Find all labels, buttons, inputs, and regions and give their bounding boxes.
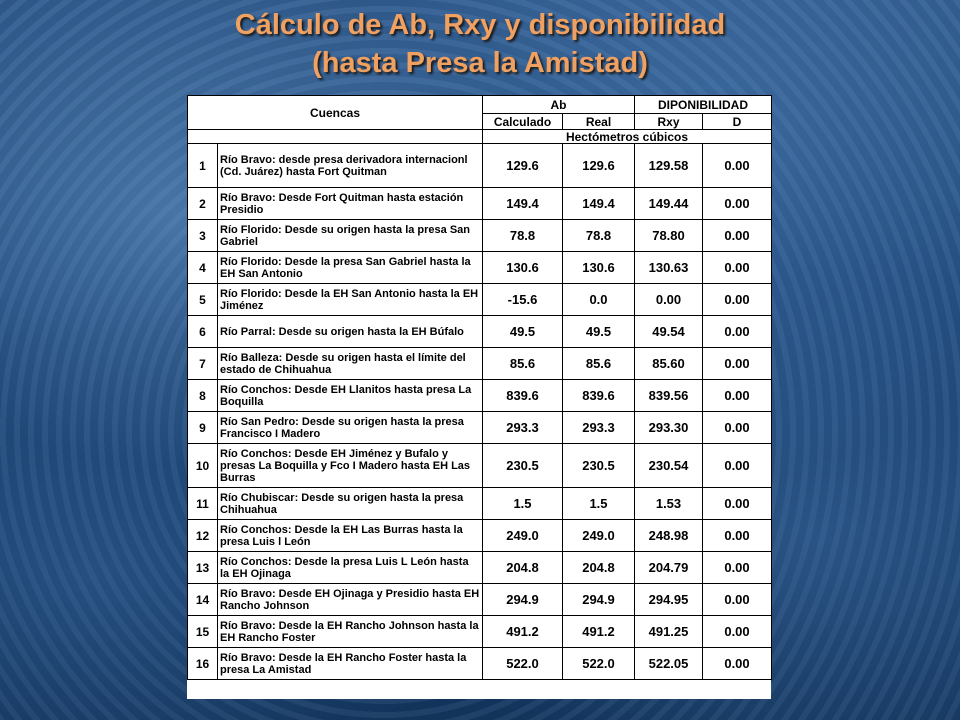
- table-row: [188, 144, 772, 188]
- table-row: [188, 584, 772, 616]
- row-d: 0.00: [703, 188, 772, 220]
- row-number: 10: [188, 444, 218, 488]
- row-description: Río Conchos: Desde la EH Las Burras hasta la presa Luis l León: [218, 520, 483, 552]
- row-d: 0.00: [703, 348, 772, 380]
- row-ab-real: 85.6: [563, 348, 635, 380]
- table-row: [188, 284, 772, 316]
- header-d: D: [703, 114, 772, 130]
- row-rxy: 294.95: [635, 584, 703, 616]
- row-rxy: 85.60: [635, 348, 703, 380]
- header-spacer: [188, 130, 483, 144]
- row-ab-real: 293.3: [563, 412, 635, 444]
- row-ab-calculado: 204.8: [483, 552, 563, 584]
- row-ab-calculado: 249.0: [483, 520, 563, 552]
- row-number: 2: [188, 188, 218, 220]
- row-rxy: 491.25: [635, 616, 703, 648]
- row-ab-calculado: 839.6: [483, 380, 563, 412]
- row-ab-calculado: 491.2: [483, 616, 563, 648]
- row-number: 5: [188, 284, 218, 316]
- header-cuencas: Cuencas: [188, 96, 483, 130]
- row-rxy: 204.79: [635, 552, 703, 584]
- row-ab-real: 204.8: [563, 552, 635, 584]
- row-ab-calculado: 129.6: [483, 144, 563, 188]
- title-line-1: Cálculo de Ab, Rxy y disponibilidad: [234, 9, 726, 41]
- row-description: Río Conchos: Desde la presa Luis L León hasta la EH Ojinaga: [218, 552, 483, 584]
- row-rxy: 49.54: [635, 316, 703, 348]
- row-ab-real: 294.9: [563, 584, 635, 616]
- row-ab-calculado: 293.3: [483, 412, 563, 444]
- row-ab-calculado: 294.9: [483, 584, 563, 616]
- table-row: [188, 648, 772, 680]
- row-rxy: 522.05: [635, 648, 703, 680]
- header-calculado: Calculado: [483, 114, 563, 130]
- row-ab-real: 129.6: [563, 144, 635, 188]
- slide-title: [0, 6, 960, 82]
- row-ab-real: 78.8: [563, 220, 635, 252]
- row-ab-real: 130.6: [563, 252, 635, 284]
- row-d: 0.00: [703, 144, 772, 188]
- header-rxy: Rxy: [635, 114, 703, 130]
- table-row: [188, 616, 772, 648]
- row-number: 9: [188, 412, 218, 444]
- row-number: 4: [188, 252, 218, 284]
- row-number: 7: [188, 348, 218, 380]
- table-row: [188, 412, 772, 444]
- row-ab-calculado: -15.6: [483, 284, 563, 316]
- row-number: 11: [188, 488, 218, 520]
- row-description: Río Conchos: Desde EH Jiménez y Bufalo y presas La Boquilla y Fco I Madero hasta EH Las Burras: [218, 444, 483, 488]
- header-disponibilidad: DIPONIBILIDAD: [635, 96, 772, 114]
- row-description: Río Parral: Desde su origen hasta la EH Búfalo: [218, 316, 483, 348]
- row-ab-real: 249.0: [563, 520, 635, 552]
- row-description: Río Florido: Desde la EH San Antonio hasta la EH Jiménez: [218, 284, 483, 316]
- row-description: Río Bravo: Desde la EH Rancho Johnson hasta la EH Rancho Foster: [218, 616, 483, 648]
- row-d: 0.00: [703, 316, 772, 348]
- table-row: [188, 488, 772, 520]
- row-d: 0.00: [703, 380, 772, 412]
- row-d: 0.00: [703, 584, 772, 616]
- row-rxy: 78.80: [635, 220, 703, 252]
- row-number: 6: [188, 316, 218, 348]
- row-d: 0.00: [703, 616, 772, 648]
- row-number: 16: [188, 648, 218, 680]
- row-ab-calculado: 49.5: [483, 316, 563, 348]
- table-row: [188, 188, 772, 220]
- row-ab-real: 230.5: [563, 444, 635, 488]
- row-rxy: 248.98: [635, 520, 703, 552]
- table-row: [188, 520, 772, 552]
- row-rxy: 1.53: [635, 488, 703, 520]
- row-description: Río Balleza: Desde su origen hasta el límite del estado de Chihuahua: [218, 348, 483, 380]
- row-d: 0.00: [703, 252, 772, 284]
- row-number: 15: [188, 616, 218, 648]
- table-row: [188, 444, 772, 488]
- table-row: [188, 220, 772, 252]
- row-description: Río Florido: Desde la presa San Gabriel hasta la EH San Antonio: [218, 252, 483, 284]
- availability-table: [187, 95, 771, 699]
- table-row: [188, 316, 772, 348]
- row-ab-calculado: 522.0: [483, 648, 563, 680]
- row-ab-real: 149.4: [563, 188, 635, 220]
- row-description: Río Bravo: Desde Fort Quitman hasta estación Presidio: [218, 188, 483, 220]
- row-description: Río San Pedro: Desde su origen hasta la presa Francisco I Madero: [218, 412, 483, 444]
- row-d: 0.00: [703, 488, 772, 520]
- row-ab-real: 49.5: [563, 316, 635, 348]
- row-ab-real: 839.6: [563, 380, 635, 412]
- row-ab-calculado: 78.8: [483, 220, 563, 252]
- row-d: 0.00: [703, 520, 772, 552]
- row-d: 0.00: [703, 412, 772, 444]
- row-description: Río Bravo: desde presa derivadora internacionl (Cd. Juárez) hasta Fort Quitman: [218, 144, 483, 188]
- row-ab-calculado: 149.4: [483, 188, 563, 220]
- row-number: 3: [188, 220, 218, 252]
- header-ab: Ab: [483, 96, 635, 114]
- row-description: Río Chubiscar: Desde su origen hasta la presa Chihuahua: [218, 488, 483, 520]
- row-number: 1: [188, 144, 218, 188]
- row-d: 0.00: [703, 220, 772, 252]
- row-ab-calculado: 130.6: [483, 252, 563, 284]
- row-ab-real: 491.2: [563, 616, 635, 648]
- row-d: 0.00: [703, 648, 772, 680]
- row-ab-calculado: 1.5: [483, 488, 563, 520]
- row-number: 13: [188, 552, 218, 584]
- row-description: Río Bravo: Desde la EH Rancho Foster hasta la presa La Amistad: [218, 648, 483, 680]
- row-ab-real: 0.0: [563, 284, 635, 316]
- table-row: [188, 348, 772, 380]
- header-units: Hectómetros cúbicos: [483, 130, 772, 144]
- row-d: 0.00: [703, 552, 772, 584]
- row-ab-real: 1.5: [563, 488, 635, 520]
- row-rxy: 839.56: [635, 380, 703, 412]
- row-d: 0.00: [703, 284, 772, 316]
- table-row: [188, 252, 772, 284]
- table-row: [188, 552, 772, 584]
- row-number: 12: [188, 520, 218, 552]
- row-description: Río Bravo: Desde EH Ojinaga y Presidio hasta EH Rancho Johnson: [218, 584, 483, 616]
- row-rxy: 149.44: [635, 188, 703, 220]
- row-ab-real: 522.0: [563, 648, 635, 680]
- row-number: 8: [188, 380, 218, 412]
- row-rxy: 293.30: [635, 412, 703, 444]
- header-real: Real: [563, 114, 635, 130]
- row-description: Río Florido: Desde su origen hasta la presa San Gabriel: [218, 220, 483, 252]
- row-description: Río Conchos: Desde EH Llanitos hasta presa La Boquilla: [218, 380, 483, 412]
- row-rxy: 130.63: [635, 252, 703, 284]
- table-row: [188, 380, 772, 412]
- row-ab-calculado: 85.6: [483, 348, 563, 380]
- row-ab-calculado: 230.5: [483, 444, 563, 488]
- row-number: 14: [188, 584, 218, 616]
- row-d: 0.00: [703, 444, 772, 488]
- row-rxy: 230.54: [635, 444, 703, 488]
- title-line-2: (hasta Presa la Amistad): [312, 47, 648, 79]
- row-rxy: 0.00: [635, 284, 703, 316]
- row-rxy: 129.58: [635, 144, 703, 188]
